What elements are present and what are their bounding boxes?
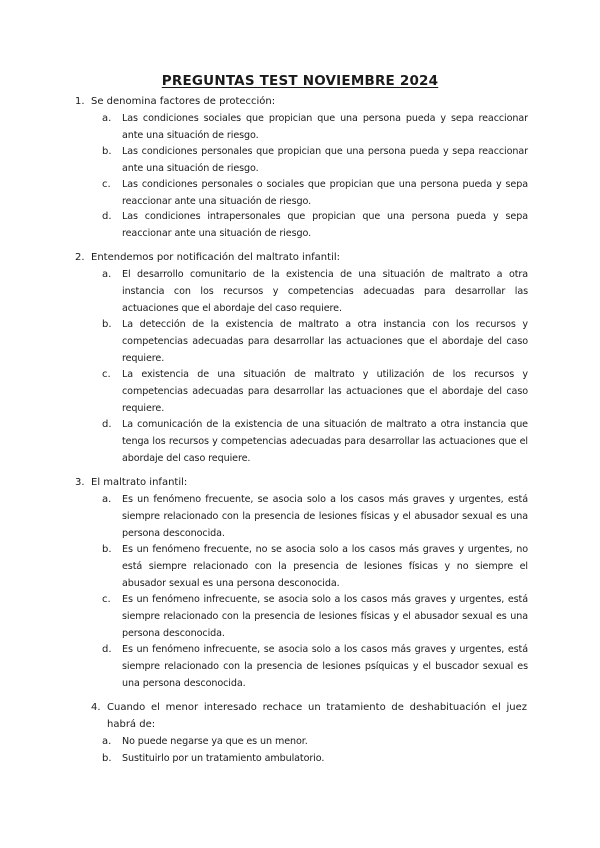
question-text: Se denomina factores de protección: — [91, 96, 276, 107]
question-number: 4. — [91, 702, 101, 713]
option-text: La existencia de una situación de maltrato y utilización de los recursos y competencias adecuadas para desarrollar las actuaciones que el abordaje del caso requiere. — [122, 369, 528, 414]
option-text: Las condiciones sociales que propician que una persona pueda y sepa reaccionar ante una situación de riesgo. — [122, 113, 528, 141]
option-letter: c. — [102, 369, 111, 380]
page-title: PREGUNTAS TEST NOVIEMBRE 2024 — [161, 73, 439, 89]
question-text: Cuando el menor interesado rechace un tratamiento de deshabituación el juez habrá de: — [107, 702, 527, 730]
option-text: Es un fenómeno infrecuente, se asocia solo a los casos más graves y urgentes, está siempre relacionado con la presencia de lesiones físicas y el abusador sexual es una persona desconocida. — [122, 594, 528, 639]
question-text: El maltrato infantil: — [91, 477, 188, 488]
question-stem — [75, 249, 531, 266]
question-stem — [75, 474, 531, 491]
option-text: La comunicación de la existencia de una situación de maltrato a otra instancia que tenga los recursos y competencias adecuadas para desarrollar las actuaciones que el abordaje del caso requiere. — [122, 419, 528, 464]
option-letter: d. — [102, 211, 112, 222]
question-number: 2. — [75, 252, 85, 263]
question-number: 3. — [75, 477, 85, 488]
option-letter: b. — [102, 544, 112, 555]
option-letter: b. — [102, 146, 112, 157]
option-text: El desarrollo comunitario de la existencia de una situación de maltrato a otra instancia con los recursos y competencias adecuadas para desarrollar las actuaciones que el abordaje del caso requiere. — [122, 269, 528, 314]
option-text: Las condiciones personales que propician que una persona pueda y sepa reaccionar ante una situación de riesgo. — [122, 146, 528, 174]
option-text: Las condiciones personales o sociales que propician que una persona pueda y sepa reaccionar ante una situación de riesgo. — [122, 179, 528, 207]
question-stem — [75, 93, 531, 110]
option-text: Sustituirlo por un tratamiento ambulatorio. — [122, 753, 325, 764]
option-letter: c. — [102, 179, 111, 190]
option-letter: d. — [102, 644, 112, 655]
option-letter: b. — [102, 753, 112, 764]
option-text: Es un fenómeno frecuente, se asocia solo a los casos más graves y urgentes, está siempre relacionado con la presencia de lesiones físicas y el abusador sexual es una persona desconocida. — [122, 494, 528, 539]
question-number: 1. — [75, 96, 85, 107]
option-letter: a. — [102, 269, 112, 280]
option-text: Es un fenómeno infrecuente, se asocia solo a los casos más graves y urgentes, está siempre relacionado con la presencia de lesiones psíquicas y el buscador sexual es una persona desconocida. — [122, 644, 528, 689]
option-letter: a. — [102, 736, 112, 747]
question-stem — [91, 699, 527, 733]
option-text: Las condiciones intrapersonales que propician que una persona pueda y sepa reaccionar ante una situación de riesgo. — [122, 211, 528, 239]
option-letter: c. — [102, 594, 111, 605]
option-letter: a. — [102, 494, 112, 505]
option-letter: b. — [102, 319, 112, 330]
option-letter: a. — [102, 113, 112, 124]
option-text: No puede negarse ya que es un menor. — [122, 736, 308, 747]
option-text: La detección de la existencia de maltrato a otra instancia con los recursos y competencias adecuadas para desarrollar las actuaciones que el abordaje del caso requiere. — [122, 319, 528, 364]
option-text: Es un fenómeno frecuente, no se asocia solo a los casos más graves y urgentes, no está siempre relacionado con la presencia de lesiones físicas y no siempre el abusador sexual es una persona desconocida. — [122, 544, 528, 589]
option-letter: d. — [102, 419, 112, 430]
question-text: Entendemos por notificación del maltrato infantil: — [91, 252, 340, 263]
